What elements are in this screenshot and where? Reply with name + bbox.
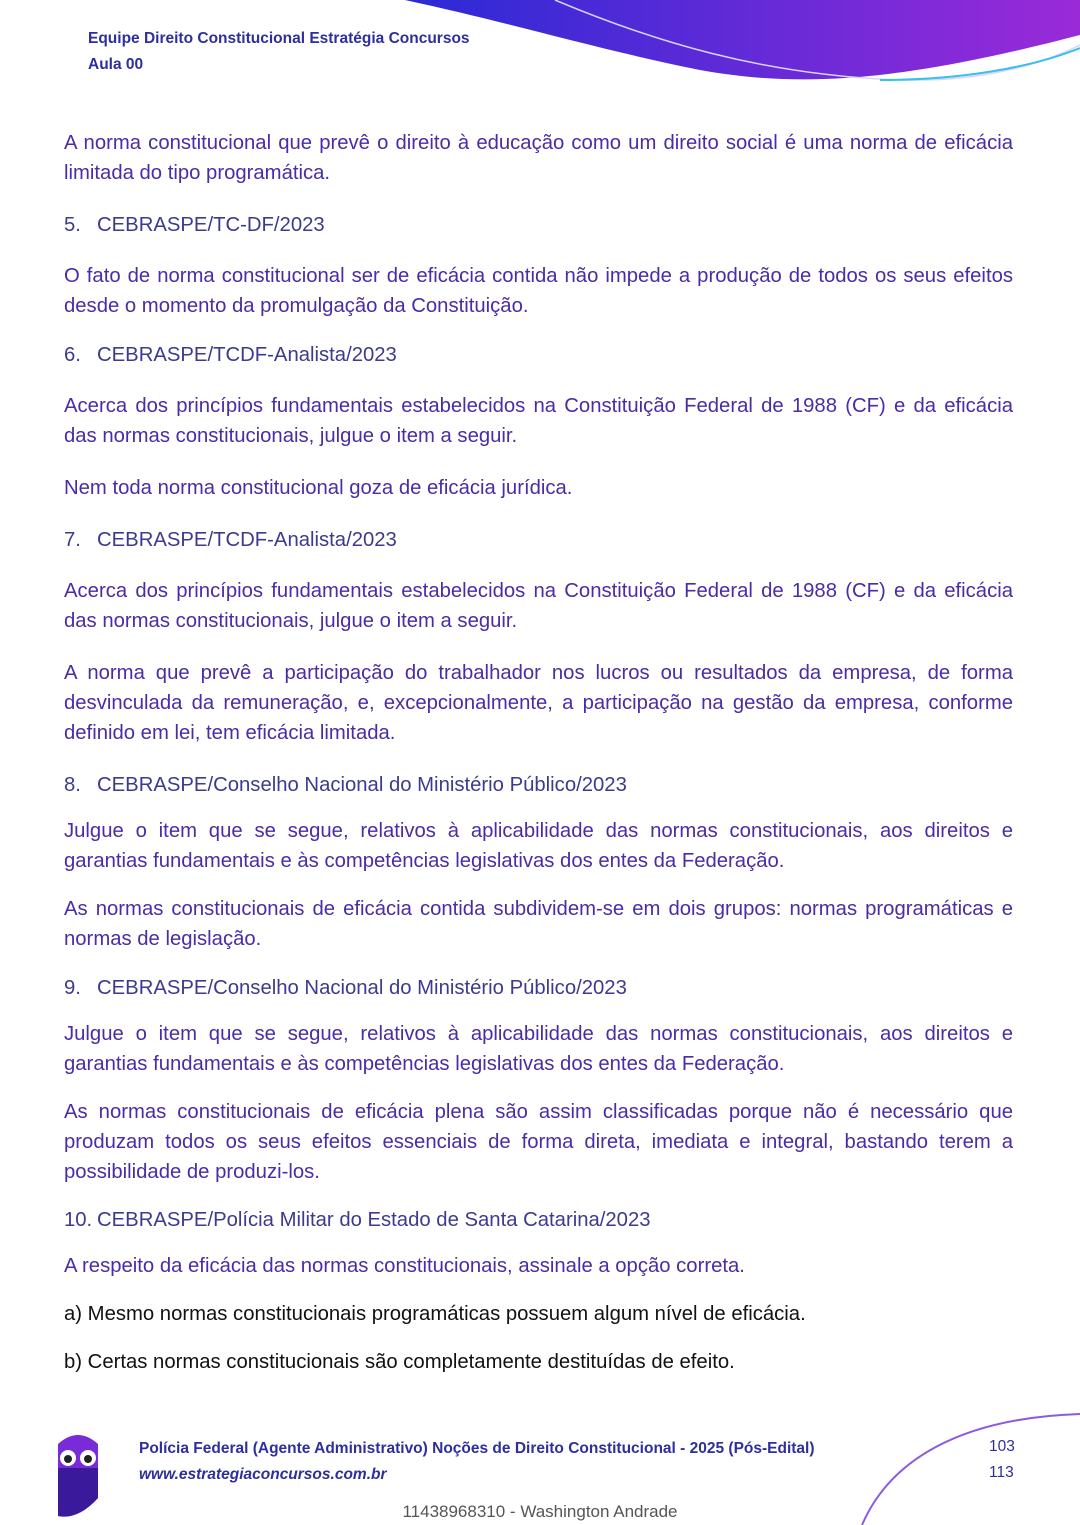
paragraph: Julgue o item que se segue, relativos à aplicabilidade das normas constitucionais, aos direitos e garantias fundamentais e às competências legislativas dos entes da Federação.	[64, 1023, 1013, 1075]
question-heading	[64, 525, 1013, 555]
question-number: 9.	[64, 977, 81, 999]
paragraph: As normas constitucionais de eficácia plena são assim classificadas porque não é necessário que produzam todos os seus efeitos essenciais de forma direta, imediata e integral, bastando terem a possibilidade de produzi-los.	[64, 1101, 1013, 1183]
question-source: CEBRASPE/Polícia Militar do Estado de Santa Catarina/2023	[97, 1209, 651, 1231]
header-wave-decoration	[0, 0, 1080, 100]
answer-option-a: a) Mesmo normas constitucionais programáticas possuem algum nível de eficácia.	[64, 1303, 806, 1325]
question-heading	[64, 770, 1013, 800]
question-source: CEBRASPE/TCDF-Analista/2023	[97, 529, 397, 551]
paragraph: As normas constitucionais de eficácia contida subdividem-se em dois grupos: normas programáticas e normas de legislação.	[64, 898, 1013, 950]
question-number: 5.	[64, 214, 81, 236]
paragraph: Acerca dos princípios fundamentais estabelecidos na Constituição Federal de 1988 (CF) e da eficácia das normas constitucionais, julgue o item a seguir.	[64, 395, 1013, 447]
question-source: CEBRASPE/Conselho Nacional do Ministério Público/2023	[97, 774, 627, 796]
watermark: 11438968310 - Washington Andrade	[402, 1502, 678, 1521]
question-number: 8.	[64, 774, 81, 796]
question-number: 6.	[64, 344, 81, 366]
page-number: 103	[989, 1438, 1015, 1455]
header-lesson: Aula 00	[88, 56, 144, 73]
question-number: 10.	[64, 1209, 93, 1231]
question-source: CEBRASPE/TCDF-Analista/2023	[97, 344, 397, 366]
paragraph: O fato de norma constitucional ser de eficácia contida não impede a produção de todos os seus efeitos desde o momento da promulgação da Constituição.	[64, 265, 1013, 317]
paragraph: A respeito da eficácia das normas constitucionais, assinale a opção correta.	[64, 1255, 745, 1277]
question-source: CEBRASPE/Conselho Nacional do Ministério Público/2023	[97, 977, 627, 999]
paragraph: Nem toda norma constitucional goza de eficácia jurídica.	[64, 477, 573, 499]
question-heading	[64, 1205, 1013, 1235]
page-total: 113	[989, 1464, 1014, 1481]
question-number: 7.	[64, 529, 81, 551]
answer-option-b: b) Certas normas constitucionais são completamente destituídas de efeito.	[64, 1351, 735, 1373]
question-heading	[64, 340, 1013, 370]
question-source: CEBRASPE/TC-DF/2023	[97, 214, 325, 236]
paragraph: Julgue o item que se segue, relativos à aplicabilidade das normas constitucionais, aos direitos e garantias fundamentais e às competências legislativas dos entes da Federação.	[64, 820, 1013, 872]
paragraph: Acerca dos princípios fundamentais estabelecidos na Constituição Federal de 1988 (CF) e da eficácia das normas constitucionais, julgue o item a seguir.	[64, 580, 1013, 632]
header-team: Equipe Direito Constitucional Estratégia Concursos	[88, 30, 470, 47]
footer-course-title: Polícia Federal (Agente Administrativo) Noções de Direito Constitucional - 2025 (Pós-Edital)	[139, 1440, 815, 1457]
question-heading	[64, 210, 1013, 240]
question-heading	[64, 973, 1013, 1003]
footer-website-link[interactable]: www.estrategiaconcursos.com.br	[139, 1466, 387, 1483]
paragraph: A norma que prevê a participação do trabalhador nos lucros ou resultados da empresa, de forma desvinculada da remuneração, e, excepcionalmente, a participação na gestão da empresa, conforme definido em lei, tem eficácia limitada.	[64, 662, 1013, 744]
paragraph: A norma constitucional que prevê o direito à educação como um direito social é uma norma de eficácia limitada do tipo programática.	[64, 132, 1013, 184]
